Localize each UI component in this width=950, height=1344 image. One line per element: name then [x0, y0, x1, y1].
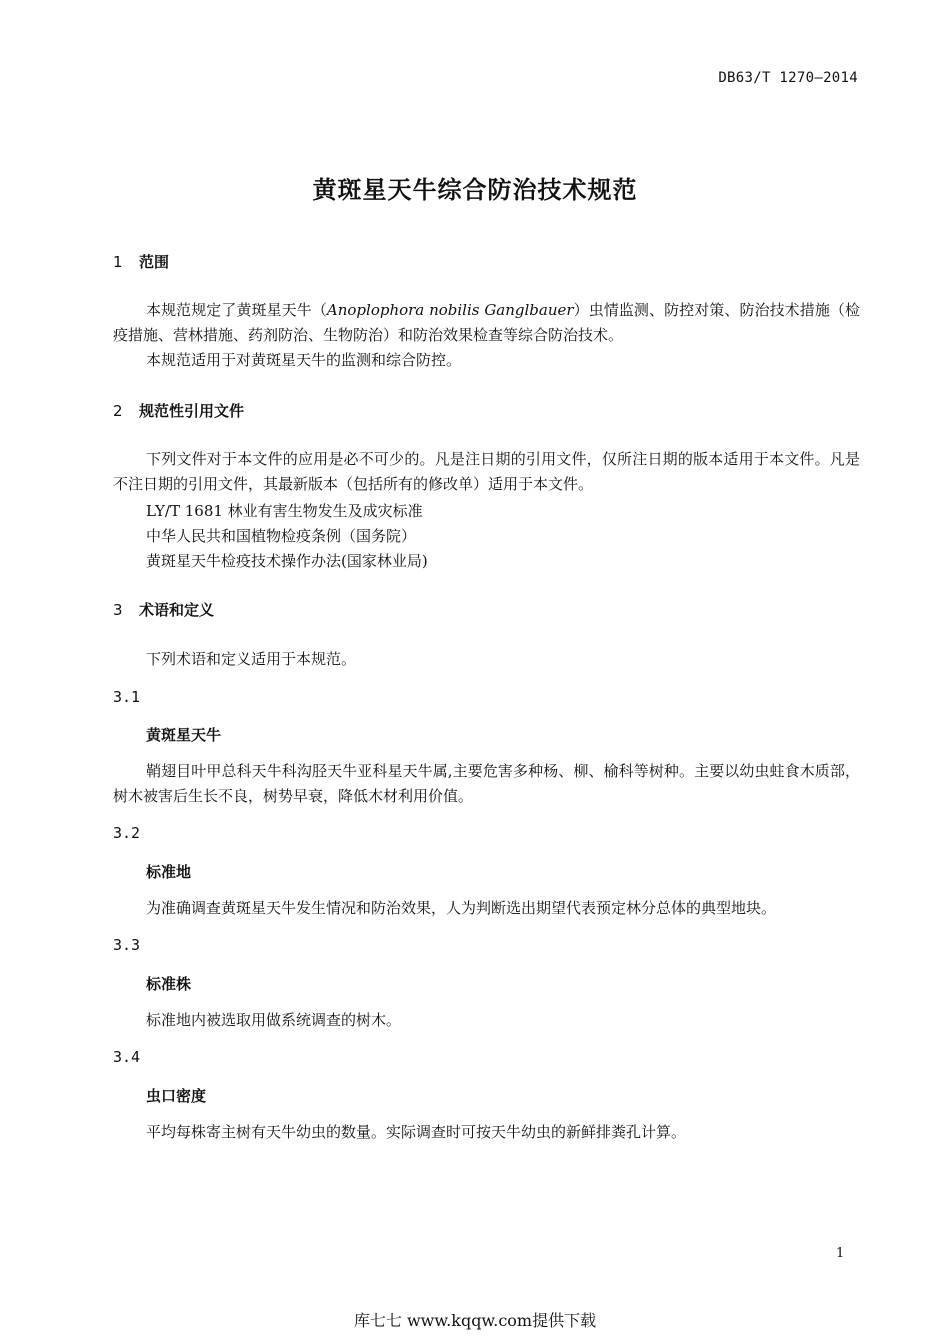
section-title: 规范性引用文件 [139, 402, 245, 420]
species-name: Anoplophora nobilis Ganglbauer [326, 301, 574, 319]
term-title: 标准地 [146, 863, 192, 881]
clause-number: 3.2 [113, 824, 141, 842]
section-number: 2 [113, 402, 123, 420]
footer-watermark: 库七七 www.kqqw.com提供下载 [353, 1311, 597, 1330]
section-2-paragraph-1: 下列文件对于本文件的应用是必不可少的。凡是注日期的引用文件，仅所注日期的版本适用于本文件。凡是不注日期的引用文件，其最新版本（包括所有的修改单）适用于本文件。 [113, 450, 860, 493]
reference-item: 中华人民共和国植物检疫条例（国务院） [146, 527, 417, 545]
term-definition: 鞘翅目叶甲总科天牛科沟胫天牛亚科星天牛属,主要危害多种杨、柳、榆科等树种。主要以幼虫蛀食木质部，树木被害后生长不良，树势早衰，降低木材利用价值。 [113, 762, 860, 805]
section-number: 1 [113, 253, 123, 271]
section-number: 3 [113, 601, 123, 619]
section-title: 范围 [139, 253, 170, 271]
text-run: ）虫情监测、防控对策、防治技术措施（检疫措施、营林措施、药剂防治、生物防治）和防治效果检查等综合防治技术。 [113, 301, 860, 344]
page-title: 黄斑星天牛综合防治技术规范 [312, 176, 638, 204]
section-1-paragraph-1 [113, 298, 860, 348]
section-1-paragraph-2: 本规范适用于对黄斑星天牛的监测和综合防控。 [146, 351, 462, 369]
section-3-heading [113, 599, 214, 620]
term-title: 虫口密度 [146, 1087, 207, 1105]
term-definition: 标准地内被选取用做系统调查的树木。 [146, 1011, 402, 1029]
section-2-heading [113, 400, 244, 421]
section-3-intro: 下列术语和定义适用于本规范。 [146, 650, 357, 668]
section-1-heading [113, 251, 169, 272]
text-run: 本规范规定了黄斑星天牛（ [146, 301, 327, 319]
section-title: 术语和定义 [139, 601, 215, 619]
clause-number: 3.4 [113, 1048, 141, 1066]
term-definition: 平均每株寄主树有天牛幼虫的数量。实际调查时可按天牛幼虫的新鲜排粪孔计算。 [146, 1123, 687, 1141]
clause-number: 3.1 [113, 688, 141, 706]
term-title: 黄斑星天牛 [146, 726, 222, 744]
clause-number: 3.3 [113, 936, 141, 954]
page-number: 1 [836, 1246, 845, 1261]
reference-item: 黄斑星天牛检疫技术操作办法(国家林业局) [146, 552, 428, 570]
reference-item: LY/T 1681 林业有害生物发生及成灾标准 [146, 502, 423, 520]
term-title: 标准株 [146, 975, 192, 993]
standard-code: DB63/T 1270—2014 [718, 70, 858, 86]
term-definition: 为准确调查黄斑星天牛发生情况和防治效果，人为判断选出期望代表预定林分总体的典型地块。 [146, 899, 777, 917]
